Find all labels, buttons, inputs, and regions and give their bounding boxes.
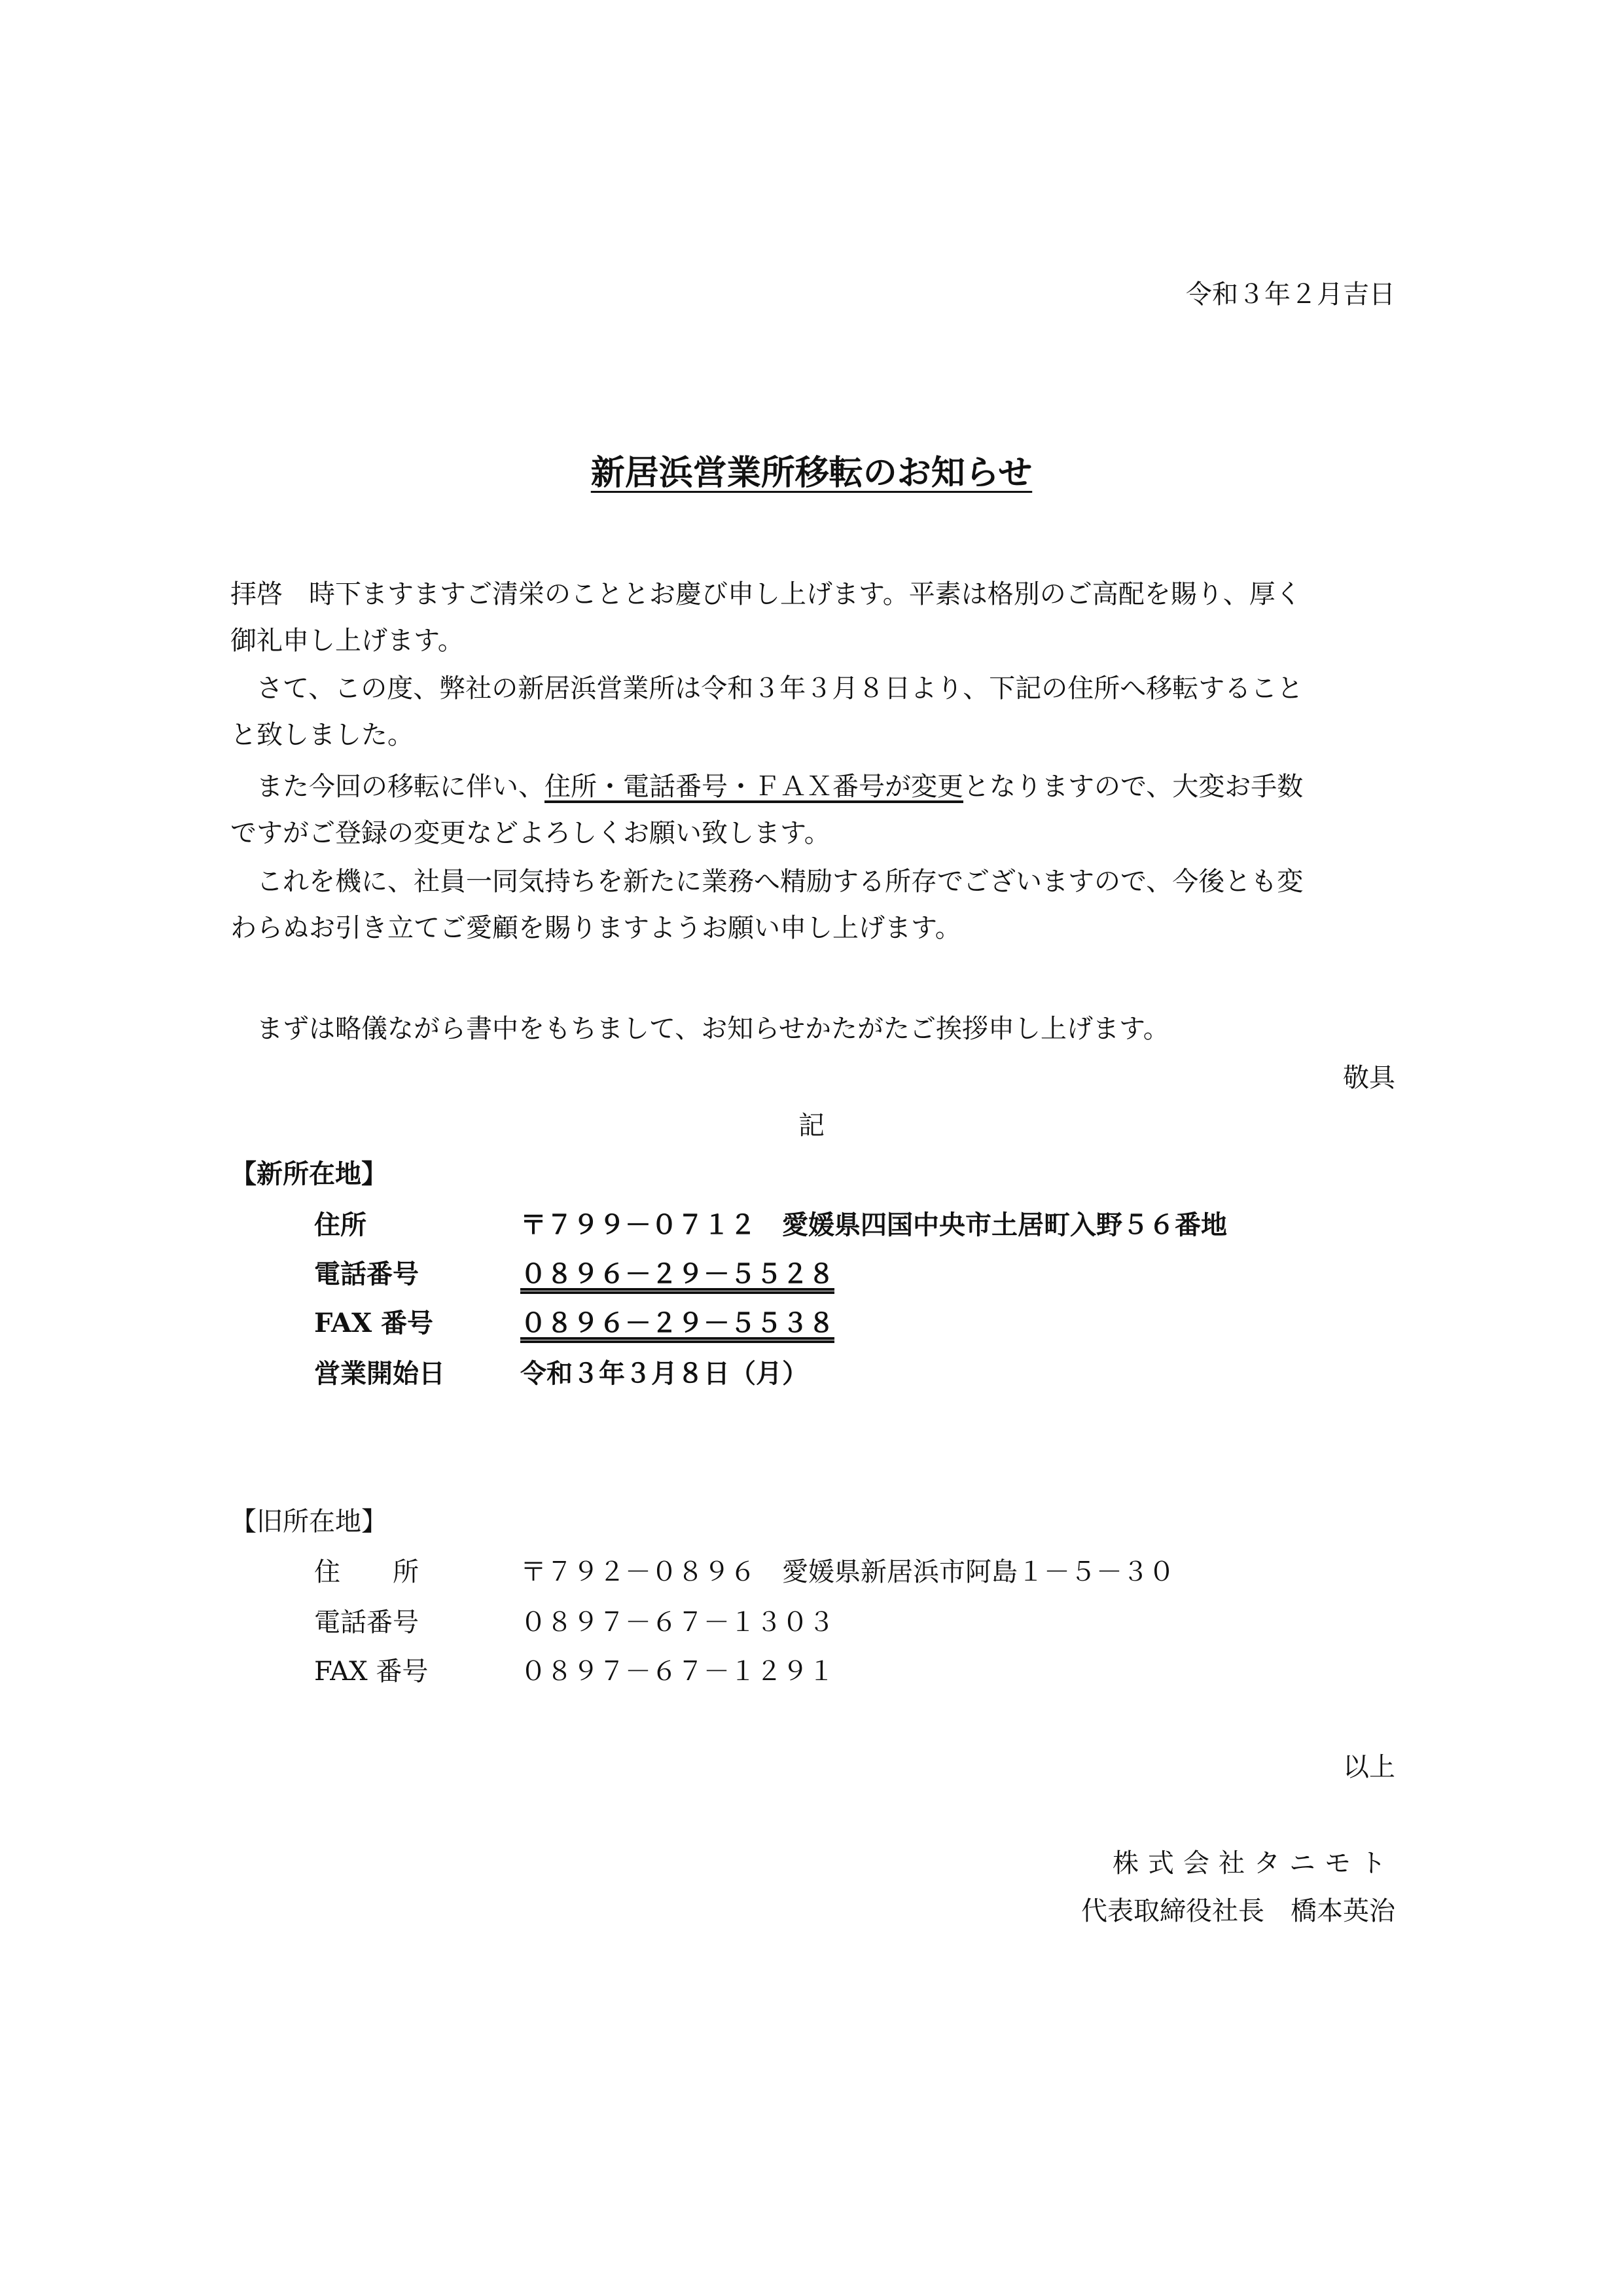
old-address-label: 住 所 xyxy=(314,1557,419,1587)
company-name: 株式会社タニモト xyxy=(1113,1848,1395,1878)
paragraph-3-text-a: また今回の移転に伴い、 xyxy=(257,772,544,802)
new-fax-label: FAX 番号 xyxy=(314,1308,434,1338)
new-location-heading: 【新所在地】 xyxy=(230,1158,387,1189)
representative-name: 代表取締役社長 橋本英治 xyxy=(1081,1896,1395,1926)
document-title xyxy=(0,445,1623,494)
end-mark-ijou: 以上 xyxy=(1343,1752,1395,1782)
old-location-heading: 【旧所在地】 xyxy=(230,1507,387,1537)
old-phone-value: ０８９７－６７－１３０３ xyxy=(520,1607,834,1638)
new-phone-value: ０８９６－２９－５５２８ xyxy=(520,1259,834,1289)
body-paragraph-4-line-2: わらぬお引き立てご愛顧を賜りますようお願い申し上げます。 xyxy=(230,913,961,943)
body-paragraph-1-line-1: 拝啓 時下ますますご清栄のこととお慶び申し上げます。平素は格別のご高配を賜り、厚く xyxy=(230,579,1302,609)
start-date-value: 令和３年３月８日（月） xyxy=(520,1358,808,1389)
new-fax-value: ０８９６－２９－５５３８ xyxy=(520,1308,834,1338)
body-paragraph-3-line-2: ですがご登録の変更などよろしくお願い致します。 xyxy=(230,818,830,848)
title-text: 新居浜営業所移転のお知らせ xyxy=(590,453,1033,493)
changed-items-emphasis: 住所・電話番号・ＦＡＸ番号が変更 xyxy=(544,772,963,802)
old-fax-label: FAX 番号 xyxy=(314,1657,429,1687)
body-paragraph-4-line-1: これを機に、社員一同気持ちを新たに業務へ精励する所存でございますので、今後とも変 xyxy=(257,867,1304,897)
old-phone-label: 電話番号 xyxy=(314,1607,419,1638)
new-address-label: 住所 xyxy=(314,1210,366,1240)
body-paragraph-5-line-1: まずは略儀ながら書中をもちまして、お知らせかたがたご挨拶申し上げます。 xyxy=(257,1014,1169,1044)
paragraph-3-text-c: となりますので、大変お手数 xyxy=(963,772,1304,802)
body-paragraph-2-line-2: と致しました。 xyxy=(230,720,414,750)
old-fax-value: ０８９７－６７－１２９１ xyxy=(520,1657,834,1687)
document-date: 令和３年２月吉日 xyxy=(1186,279,1395,310)
old-address-value: 〒７９２－０８９６ 愛媛県新居浜市阿島１－５－３０ xyxy=(520,1557,1175,1587)
new-address-value: 〒７９９－０７１２ 愛媛県四国中央市土居町入野５６番地 xyxy=(520,1210,1227,1240)
body-paragraph-3-line-1 xyxy=(257,766,1303,803)
new-phone-label: 電話番号 xyxy=(314,1259,419,1289)
ki-mark: 記 xyxy=(798,1111,825,1141)
body-paragraph-1-line-2: 御礼申し上げます。 xyxy=(230,626,464,656)
body-paragraph-2-line-1: さて、この度、弊社の新居浜営業所は令和３年３月８日より、下記の住所へ移転すること xyxy=(257,673,1304,704)
start-date-label: 営業開始日 xyxy=(314,1358,445,1389)
closing-keigu: 敬具 xyxy=(1343,1063,1395,1093)
